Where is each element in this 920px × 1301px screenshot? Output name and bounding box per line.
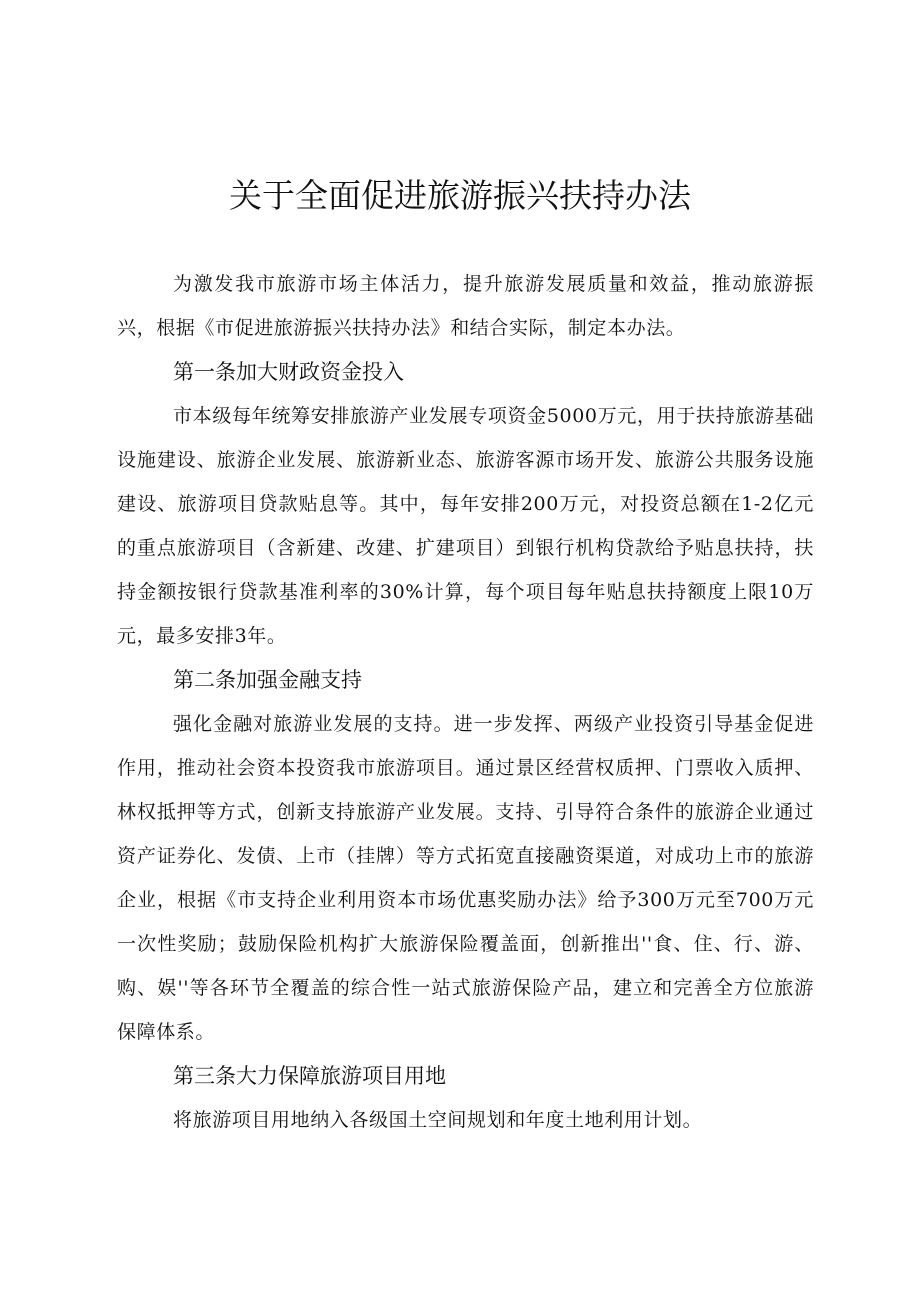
article-1-body: 市本级每年统筹安排旅游产业发展专项资金5000万元，用于扶持旅游基础设施建设、旅游企业发展、旅游新业态、旅游客源市场开发、旅游公共服务设施建设、旅游项目贷款贴息等。其中，每年安排200万元，对投资总额在1-2亿元的重点旅游项目（含新建、改建、扩建项目）到银行机构贷款给予贴息扶持，扶持金额按银行贷款基准利率的30%计算，每个项目每年贴息扶持额度上限10万元，最多安排3年。: [117, 405, 814, 647]
document-title: 关于全面促进旅游振兴扶持办法: [229, 176, 691, 215]
intro-paragraph: 为激发我市旅游市场主体活力，提升旅游发展质量和效益，推动旅游振兴，根据《市促进旅游振兴扶持办法》和结合实际，制定本办法。: [117, 273, 814, 339]
article-3-body: 将旅游项目用地纳入各级国土空间规划和年度土地利用计划。: [173, 1109, 703, 1131]
article-2-body: 强化金融对旅游业发展的支持。进一步发挥、两级产业投资引导基金促进作用，推动社会资本投资我市旅游项目。通过景区经营权质押、门票收入质押、林权抵押等方式，创新支持旅游产业发展。支持、引导符合条件的旅游企业通过资产证券化、发债、上市（挂牌）等方式拓宽直接融资渠道，对成功上市的旅游企业，根据《市支持企业利用资本市场优惠奖励办法》给予300万元至700万元一次性奖励；鼓励保险机构扩大旅游保险覆盖面，创新推出''食、住、行、游、购、娱''等各环节全覆盖的综合性一站式旅游保险产品，建立和完善全方位旅游保障体系。: [117, 713, 814, 1043]
article-1-heading: 第一条加大财政资金投入: [173, 360, 404, 384]
article-3-heading: 第三条大力保障旅游项目用地: [173, 1064, 446, 1088]
article-2-heading: 第二条加强金融支持: [173, 668, 362, 692]
document-body: [117, 262, 814, 1142]
